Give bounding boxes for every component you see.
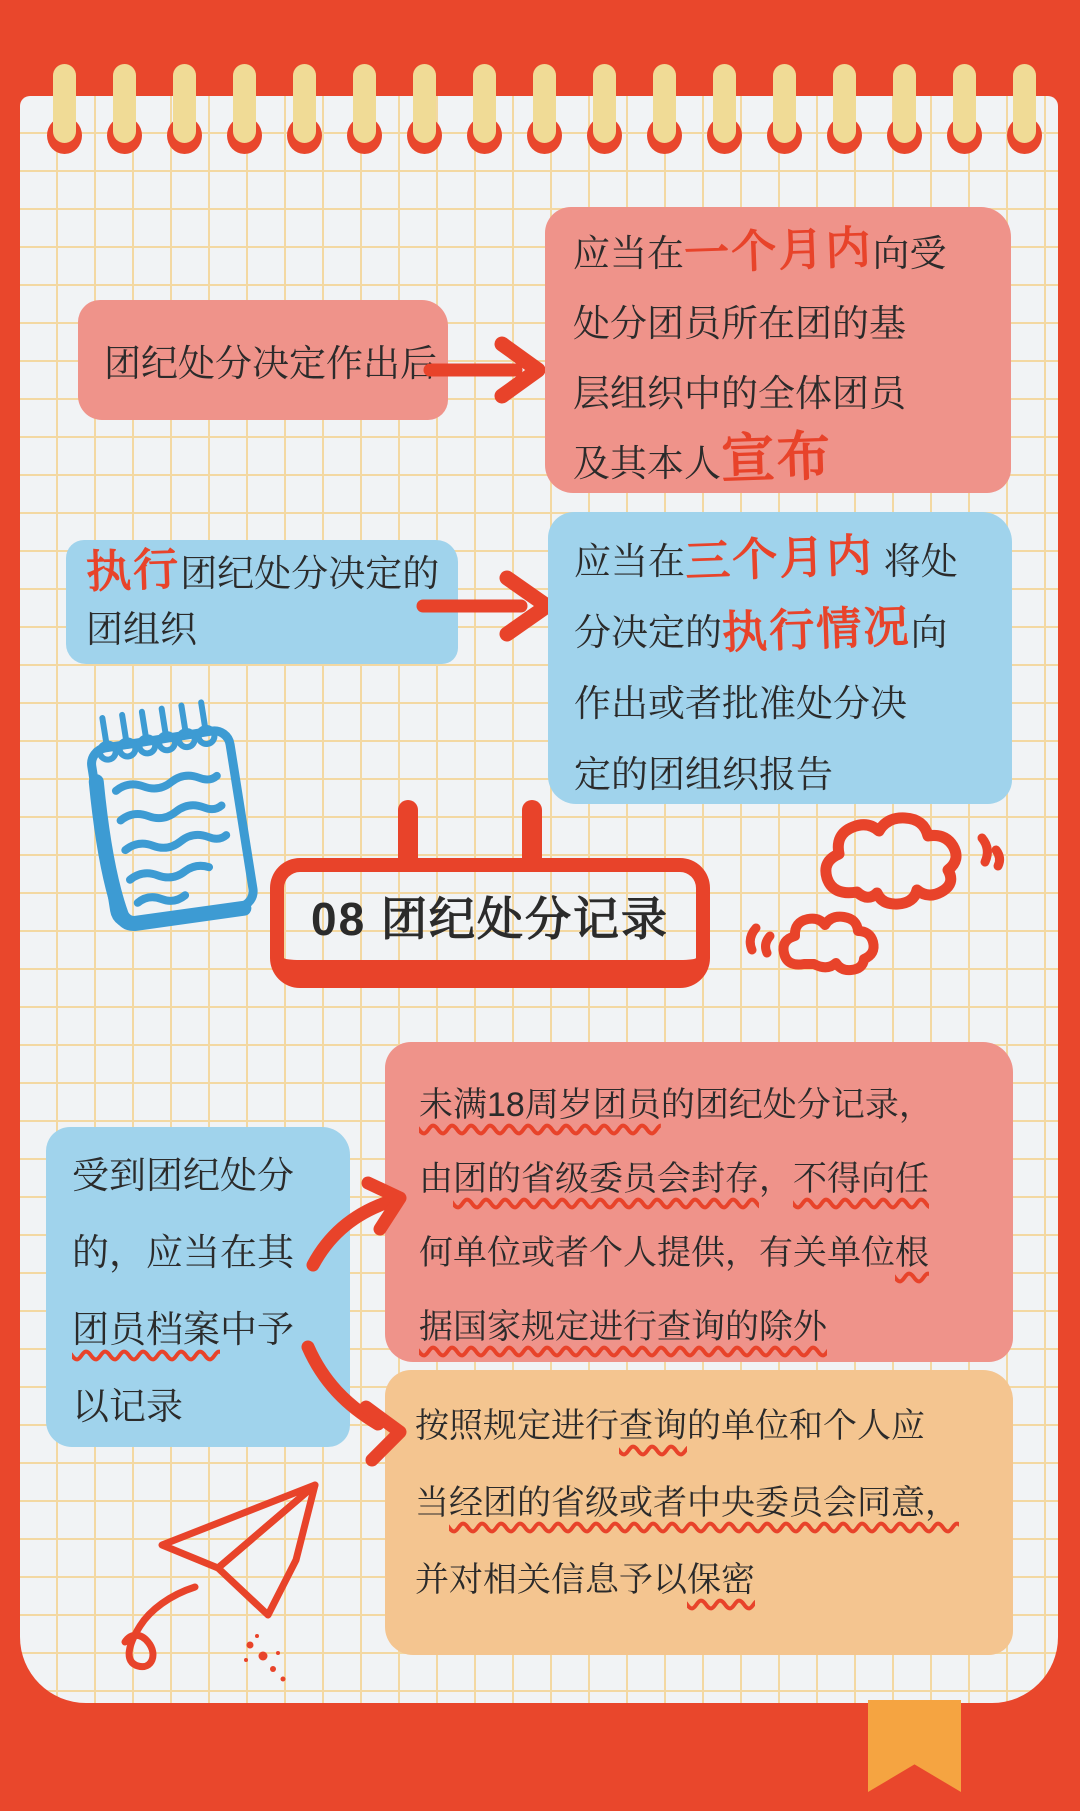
binding-bar	[713, 64, 736, 143]
text-line	[574, 597, 986, 668]
flow2-content-block	[548, 512, 1012, 804]
text-segment: 向受	[872, 233, 947, 274]
text-segment: 团纪处分决定的	[180, 553, 440, 594]
binding-bar	[773, 64, 796, 143]
text-line: 的，应当在其	[72, 1232, 294, 1273]
binding-loop-icon	[593, 64, 616, 156]
text-segment: 应当在	[573, 233, 684, 274]
binding-bar	[413, 64, 436, 143]
highlight-one-month: 一个月内	[683, 221, 874, 280]
spiral-binding	[53, 64, 1036, 156]
binding-bar	[893, 64, 916, 143]
text-segment: 当	[415, 1484, 449, 1522]
text-line	[85, 543, 440, 602]
text-line	[419, 1216, 979, 1290]
clouds-doodle-icon	[742, 792, 1012, 997]
binding-bar	[953, 64, 976, 143]
text-line	[419, 1290, 979, 1364]
binding-loop-icon	[713, 64, 736, 156]
text-segment: 并对相关信息予以	[415, 1561, 687, 1599]
flow1-label-block	[78, 300, 448, 420]
text-line: 受到团纪处分	[72, 1155, 294, 1196]
underlined-segment: 团的省级委员会封存	[453, 1160, 759, 1198]
highlight-announce: 宣布	[719, 426, 834, 490]
text-segment: 的单位和个人应	[687, 1407, 925, 1445]
flow2-label-block	[66, 540, 458, 664]
text-segment: 及其本人	[573, 443, 721, 484]
binding-loop-icon	[953, 64, 976, 156]
text-line	[574, 526, 986, 597]
text-line: 团组织	[86, 609, 197, 650]
binding-bar	[1013, 64, 1036, 143]
text-line	[573, 219, 983, 289]
text-line	[72, 1291, 324, 1368]
binding-loop-icon	[893, 64, 916, 156]
underlined-segment: 不得向任	[793, 1160, 929, 1198]
text-segment: 向	[910, 612, 948, 653]
underlined-segment: 根	[895, 1234, 929, 1272]
binding-loop-icon	[533, 64, 556, 156]
text-line: 定的团组织报告	[574, 754, 833, 795]
binding-bar	[473, 64, 496, 143]
binding-bar	[533, 64, 556, 143]
text-line: 处分团员所在团的基	[573, 303, 906, 344]
text-line	[415, 1388, 983, 1465]
text-segment: 按照规定进行	[415, 1407, 619, 1445]
binding-bar	[353, 64, 376, 143]
text-line	[419, 1068, 979, 1142]
binding-loop-icon	[293, 64, 316, 156]
binding-loop-icon	[353, 64, 376, 156]
binding-bar	[293, 64, 316, 143]
binding-bar	[833, 64, 856, 143]
binding-bar	[233, 64, 256, 143]
binding-loop-icon	[833, 64, 856, 156]
flow1-label-text: 团纪处分决定作出后	[104, 343, 437, 384]
underlined-segment: 据国家规定进行查询的除外	[419, 1308, 827, 1346]
underlined-segment: 团员档案	[72, 1309, 220, 1350]
text-segment: ，	[759, 1160, 793, 1198]
record-pink-block	[385, 1042, 1013, 1362]
text-line	[573, 426, 983, 499]
branch-arrows-icon	[288, 1175, 428, 1475]
text-line	[415, 1465, 983, 1542]
binding-loop-icon	[473, 64, 496, 156]
underlined-segment: 经团的省级或者中央委员会同意，	[449, 1484, 959, 1522]
text-line: 作出或者批准处分决	[574, 683, 907, 724]
highlight-three-months: 三个月内	[684, 529, 875, 588]
text-segment: 中予	[220, 1309, 294, 1350]
binding-bar	[173, 64, 196, 143]
binding-loop-icon	[653, 64, 676, 156]
text-segment: 的团纪处分记录，	[660, 1086, 933, 1124]
binding-bar	[653, 64, 676, 143]
record-tan-block	[385, 1370, 1013, 1655]
section-title-text: 08 团纪处分记录	[311, 893, 669, 945]
binding-bar	[53, 64, 76, 143]
arrow-right-icon	[422, 336, 552, 404]
text-segment: 分决定的	[574, 612, 722, 653]
binding-loop-icon	[773, 64, 796, 156]
text-segment: 由	[419, 1160, 453, 1198]
flow1-content-block	[545, 207, 1011, 493]
binding-loop-icon	[113, 64, 136, 156]
binding-bar	[593, 64, 616, 143]
text-line	[415, 1542, 983, 1619]
underlined-segment: 未满18周岁团员	[419, 1086, 661, 1124]
binding-loop-icon	[233, 64, 256, 156]
binding-loop-icon	[173, 64, 196, 156]
text-segment: 何单位或者个人提供，有关单位	[419, 1234, 895, 1272]
bookmark-ribbon	[868, 1700, 961, 1792]
underlined-segment: 保密	[687, 1561, 755, 1599]
text-segment: 应当在	[574, 541, 685, 582]
text-line: 层组织中的全体团员	[573, 373, 906, 414]
binding-loop-icon	[413, 64, 436, 156]
arrow-right-icon	[415, 568, 565, 644]
binding-bar	[113, 64, 136, 143]
paper-plane-doodle-icon	[100, 1460, 340, 1720]
notepad-doodle-icon	[60, 690, 295, 965]
highlight-execution-status: 执行情况	[721, 600, 912, 659]
text-segment: 将处	[873, 541, 958, 582]
text-line	[419, 1142, 979, 1216]
section-title-box	[270, 858, 710, 988]
text-line: 以记录	[72, 1386, 183, 1427]
binding-loop-icon	[1013, 64, 1036, 156]
binding-loop-icon	[53, 64, 76, 156]
highlight-execute: 执行	[85, 543, 182, 598]
underlined-segment: 查询	[619, 1407, 687, 1445]
